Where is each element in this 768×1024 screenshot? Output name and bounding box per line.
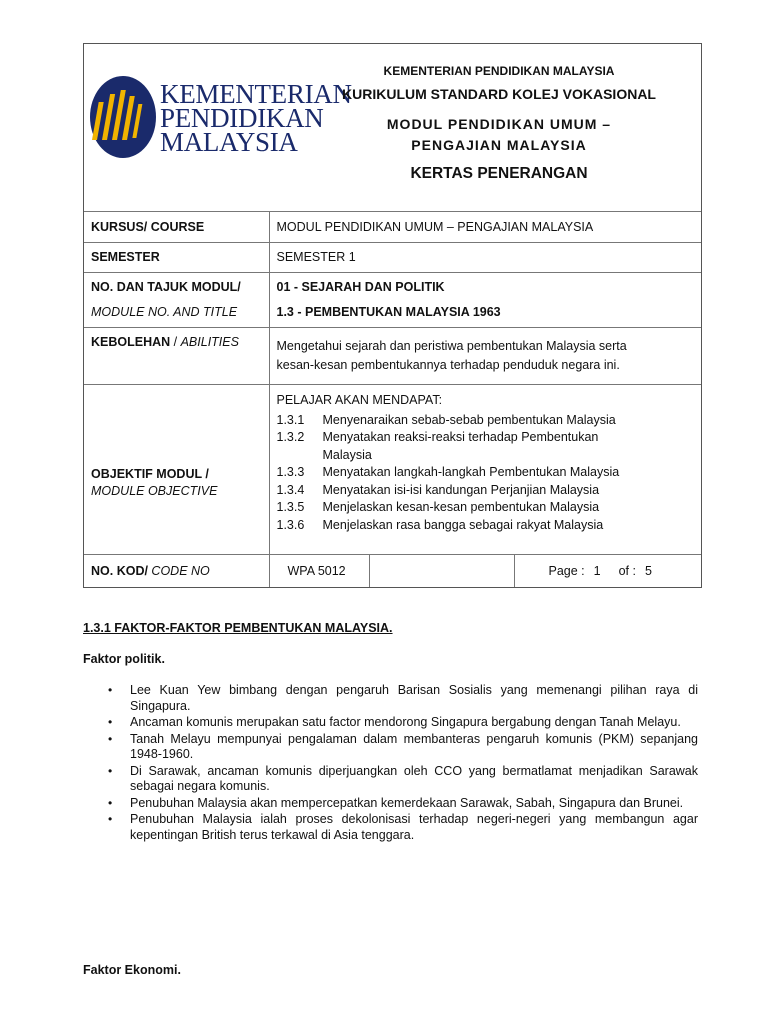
objective-item: [277, 464, 695, 482]
objective-intro: PELAJAR AKAN MENDAPAT:: [276, 392, 443, 407]
code-value-cell: [269, 554, 701, 587]
module-heading-line-1: MODUL PENDIDIKAN UMUM –: [386, 116, 612, 132]
objective-item: [277, 429, 695, 464]
objective-number: 1.3.3: [276, 465, 305, 479]
course-label: KURSUS/ COURSE: [84, 212, 269, 242]
objective-label-cell: [84, 384, 269, 554]
ministry-heading: KEMENTERIAN PENDIDIKAN MALAYSIA: [383, 64, 615, 78]
objective-number: 1.3.4: [276, 482, 305, 497]
ministry-logo: [88, 72, 352, 172]
code-value: WPA 5012: [270, 555, 370, 588]
objective-list: [277, 412, 695, 535]
objective-item: [277, 482, 695, 500]
abilities-label: KEBOLEHAN: [91, 334, 171, 349]
logo-line-2: PENDIDIKAN: [160, 103, 324, 133]
bullet-icon: •: [108, 812, 113, 826]
objective-number: 1.3.2: [276, 430, 305, 444]
course-row: [84, 212, 701, 242]
objective-label-en: MODULE OBJECTIVE: [91, 484, 218, 498]
list-item-text: Ancaman komunis merupakan satu factor mendorong Singapura bergabung dengan Tanah Melayu.: [130, 715, 681, 729]
bullet-icon: •: [108, 683, 113, 697]
code-inner: [270, 555, 702, 588]
curriculum-heading: KURIKULUM STANDARD KOLEJ VOKASIONAL: [342, 86, 656, 102]
code-row: [84, 554, 701, 587]
abilities-row: [84, 327, 701, 384]
list-item-text: Lee Kuan Yew bimbang dengan pengaruh Barisan Sosialis yang memenangi pilihan raya di Singapura.: [130, 683, 698, 713]
list-item-text: Tanah Melayu mempunyai pengalaman dalam membanteras pengaruh komunis (PKM) sepanjang 1948-1960.: [130, 731, 698, 761]
political-factor-list: [108, 683, 698, 844]
ministry-emblem-icon: [88, 72, 158, 162]
page-indicator: [515, 555, 702, 588]
objective-label: OBJEKTIF MODUL /: [91, 467, 209, 481]
module-no-value-1: 01 - SEJARAH DAN POLITIK: [276, 279, 445, 294]
list-item: [108, 764, 698, 795]
semester-value: SEMESTER 1: [269, 242, 701, 272]
paper-type-heading: KERTAS PENERANGAN: [410, 165, 588, 182]
code-blank-cell: [370, 555, 515, 588]
module-no-label: NO. DAN TAJUK MODUL/: [91, 279, 241, 294]
section-title: 1.3.1 FAKTOR-FAKTOR PEMBENTUKAN MALAYSIA.: [83, 621, 393, 635]
of-label: of :: [618, 563, 636, 578]
objective-item: [277, 499, 695, 517]
list-item-text: Penubuhan Malaysia akan mempercepatkan kemerdekaan Sarawak, Sabah, Singapura dan Brunei.: [130, 795, 684, 810]
document-header: [84, 44, 701, 212]
abilities-value-cell: [269, 327, 701, 384]
module-no-value-2: 1.3 - PEMBENTUKAN MALAYSIA 1963: [276, 304, 501, 319]
module-heading-line-2: PENGAJIAN MALAYSIA: [411, 137, 587, 153]
module-info-table: [84, 212, 701, 587]
logo-line-1: KEMENTERIAN: [160, 79, 352, 109]
module-no-value-cell: [269, 272, 701, 327]
module-no-row: [84, 272, 701, 327]
page-number: 1: [593, 563, 601, 578]
objective-number: 1.3.6: [276, 517, 305, 532]
bullet-icon: •: [108, 731, 113, 746]
economic-factor-title: Faktor Ekonomi.: [83, 963, 181, 977]
module-no-label-cell: [84, 272, 269, 327]
bullet-icon: •: [108, 763, 113, 778]
list-item: [108, 796, 698, 812]
objective-text: Menyatakan isi-isi kandungan Perjanjian Malaysia: [322, 482, 600, 497]
abilities-label-separator: /: [170, 334, 181, 349]
code-label-cell: [84, 554, 269, 587]
list-item-text: Di Sarawak, ancaman komunis diperjuangkan oleh CCO yang bermatlamat menjadikan Sarawak sebagai negara komunis.: [130, 763, 698, 793]
objective-text: Menyenaraikan sebab-sebab pembentukan Malaysia: [322, 412, 616, 427]
semester-row: [84, 242, 701, 272]
objective-number: 1.3.5: [276, 500, 305, 514]
list-item: [108, 732, 698, 763]
objective-row: [84, 384, 701, 554]
course-value: MODUL PENDIDIKAN UMUM – PENGAJIAN MALAYSIA: [269, 212, 701, 242]
bullet-icon: •: [108, 715, 113, 729]
semester-label: SEMESTER: [84, 242, 269, 272]
logo-line-3: MALAYSIA: [160, 127, 298, 157]
objective-text: Menjelaskan rasa bangga sebagai rakyat Malaysia: [322, 517, 604, 532]
bullet-icon: •: [108, 795, 113, 810]
page-label: Page :: [548, 563, 585, 578]
logo-wordmark: [160, 79, 352, 157]
political-factor-title: Faktor politik.: [83, 652, 165, 666]
code-label: NO. KOD/: [91, 563, 148, 578]
abilities-line-2: kesan-kesan pembentukannya terhadap penduduk negara ini.: [276, 357, 620, 372]
list-item-text: Penubuhan Malaysia ialah proses dekolonisasi terhadap negeri-negeri yang membangun agar kepentingan British terus terkawal di Asia tenggara.: [130, 812, 698, 842]
objective-text: Menyatakan reaksi-reaksi terhadap Pembentukan Malaysia: [322, 430, 599, 462]
page-total: 5: [644, 563, 652, 578]
objective-item: [277, 517, 695, 535]
objective-value-cell: [269, 384, 701, 554]
objective-item: [277, 412, 695, 430]
list-item: [108, 715, 698, 731]
module-heading: [324, 114, 674, 156]
objective-number: 1.3.1: [276, 412, 305, 427]
module-info-frame: [83, 43, 702, 588]
abilities-label-en: ABILITIES: [180, 334, 239, 349]
module-no-label-en: MODULE NO. AND TITLE: [91, 304, 238, 319]
code-label-en: CODE NO: [147, 563, 210, 578]
objective-text: Menyatakan langkah-langkah Pembentukan Malaysia: [322, 465, 620, 479]
abilities-line-1: Mengetahui sejarah dan peristiwa pembentukan Malaysia serta: [276, 338, 627, 353]
list-item: [108, 683, 698, 714]
objective-text: Menjelaskan kesan-kesan pembentukan Malaysia: [322, 500, 600, 514]
abilities-label-cell: [84, 327, 269, 384]
list-item: [108, 812, 698, 843]
